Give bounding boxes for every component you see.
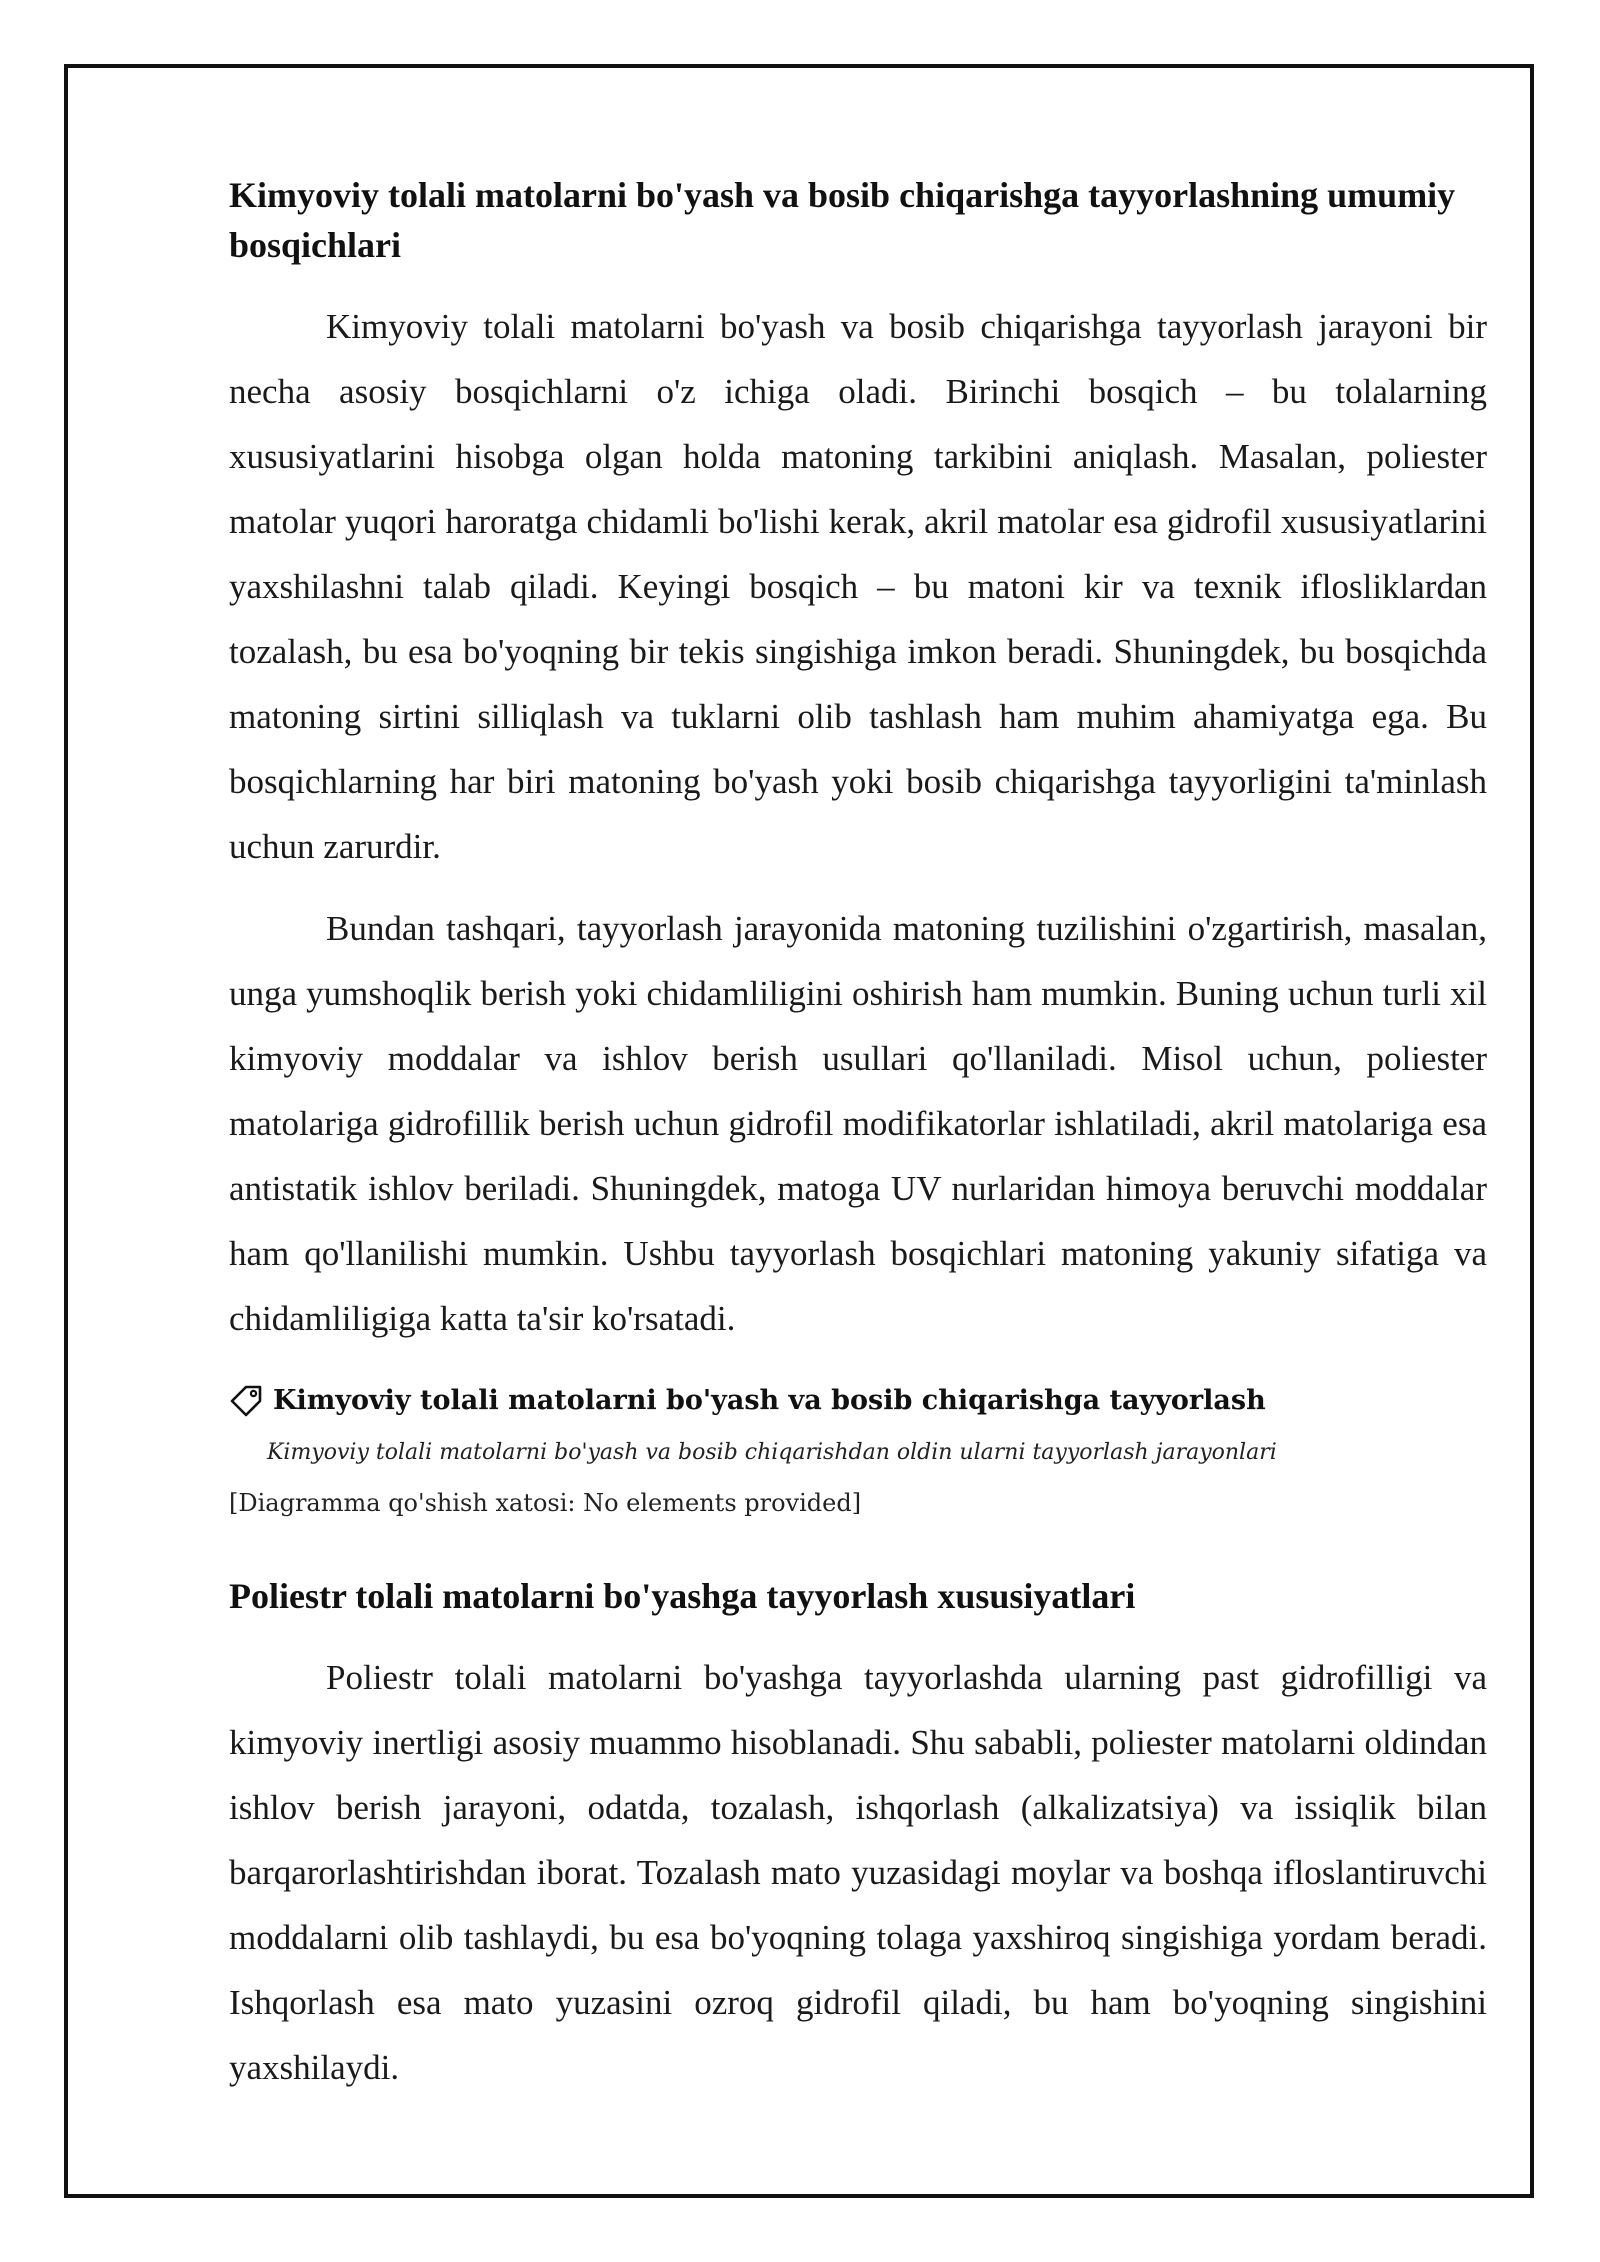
- document-body: [229, 170, 1487, 2100]
- diagram-title: Kimyoviy tolali matolarni bo'yash va bosib chiqarishga tayyorlash: [273, 1385, 1266, 1416]
- tag-icon: [229, 1384, 263, 1418]
- diagram-subtitle: Kimyoviy tolali matolarni bo'yash va bosib chiqarishdan oldin ularni tayyorlash jarayonlari: [267, 1440, 1277, 1465]
- diagram-title-row: [229, 1379, 1487, 1423]
- section-heading-general-stages: Kimyoviy tolali matolarni bo'yash va bosib chiqarishga tayyorlashning umumiy bosqichlari: [229, 175, 1456, 265]
- section-heading-polyester: Poliestr tolali matolarni bo'yashga tayyorlash xususiyatlari: [229, 1576, 1136, 1616]
- diagram-error-message: [Diagramma qo'shish xatosi: No elements provided]: [229, 1489, 862, 1517]
- diagram-placeholder: [229, 1379, 1487, 1523]
- paragraph-structure-modification: Bundan tashqari, tayyorlash jarayonida matoning tuzilishini o'zgartirish, masalan, unga yumshoqlik berish yoki chidamliligini oshirish ham mumkin. Buning uchun turli xil kimyoviy moddalar va ishlov berish usullari qo'llaniladi. Misol uchun, poliester matolariga gidrofillik berish uchun gidrofil modifikatorlar ishlatiladi, akril matolariga esa antistatik ishlov beriladi. Shuningdek, matoga UV nurlaridan himoya beruvchi moddalar ham qo'llanilishi mumkin. Ushbu tayyorlash bosqichlari matoning yakuniy sifatiga va chidamliligiga katta ta'sir ko'rsatadi.: [229, 909, 1487, 1338]
- paragraph-polyester-preparation: Poliestr tolali matolarni bo'yashga tayyorlashda ularning past gidrofilligi va kimyoviy inertligi asosiy muammo hisoblanadi. Shu sababli, poliester matolarni oldindan ishlov berish jarayoni, odatda, tozalash, ishqorlash (alkalizatsiya) va issiqlik bilan barqarorlashtirishdan iborat. Tozalash mato yuzasidagi moylar va boshqa ifloslantiruvchi moddalarni olib tashlaydi, bu esa bo'yoqning tolaga yaxshiroq singishiga yordam beradi. Ishqorlash esa mato yuzasini ozroq gidrofil qiladi, bu ham bo'yoqning singishini yaxshilaydi.: [229, 1658, 1487, 2087]
- paragraph-preparation-stages: Kimyoviy tolali matolarni bo'yash va bosib chiqarishga tayyorlash jarayoni bir necha asosiy bosqichlarni o'z ichiga oladi. Birinchi bosqich – bu tolalarning xususiyatlarini hisobga olgan holda matoning tarkibini aniqlash. Masalan, poliester matolar yuqori haroratga chidamli bo'lishi kerak, akril matolar esa gidrofil xususiyatlarini yaxshilashni talab qiladi. Keyingi bosqich – bu matoni kir va texnik ifloslikl﻿ardan tozalash, bu esa bo'yoqning bir tekis singishiga imkon beradi. Shuningdek, bu bosqichda matoning sirtini silliqlash va tuklarni olib tashlash ham muhim ahamiyatga ega. Bu bosqichlarning har biri matoning bo'yash yoki bosib chiqarishga tayyorligini ta'minlash uchun zarurdir.: [229, 307, 1487, 866]
